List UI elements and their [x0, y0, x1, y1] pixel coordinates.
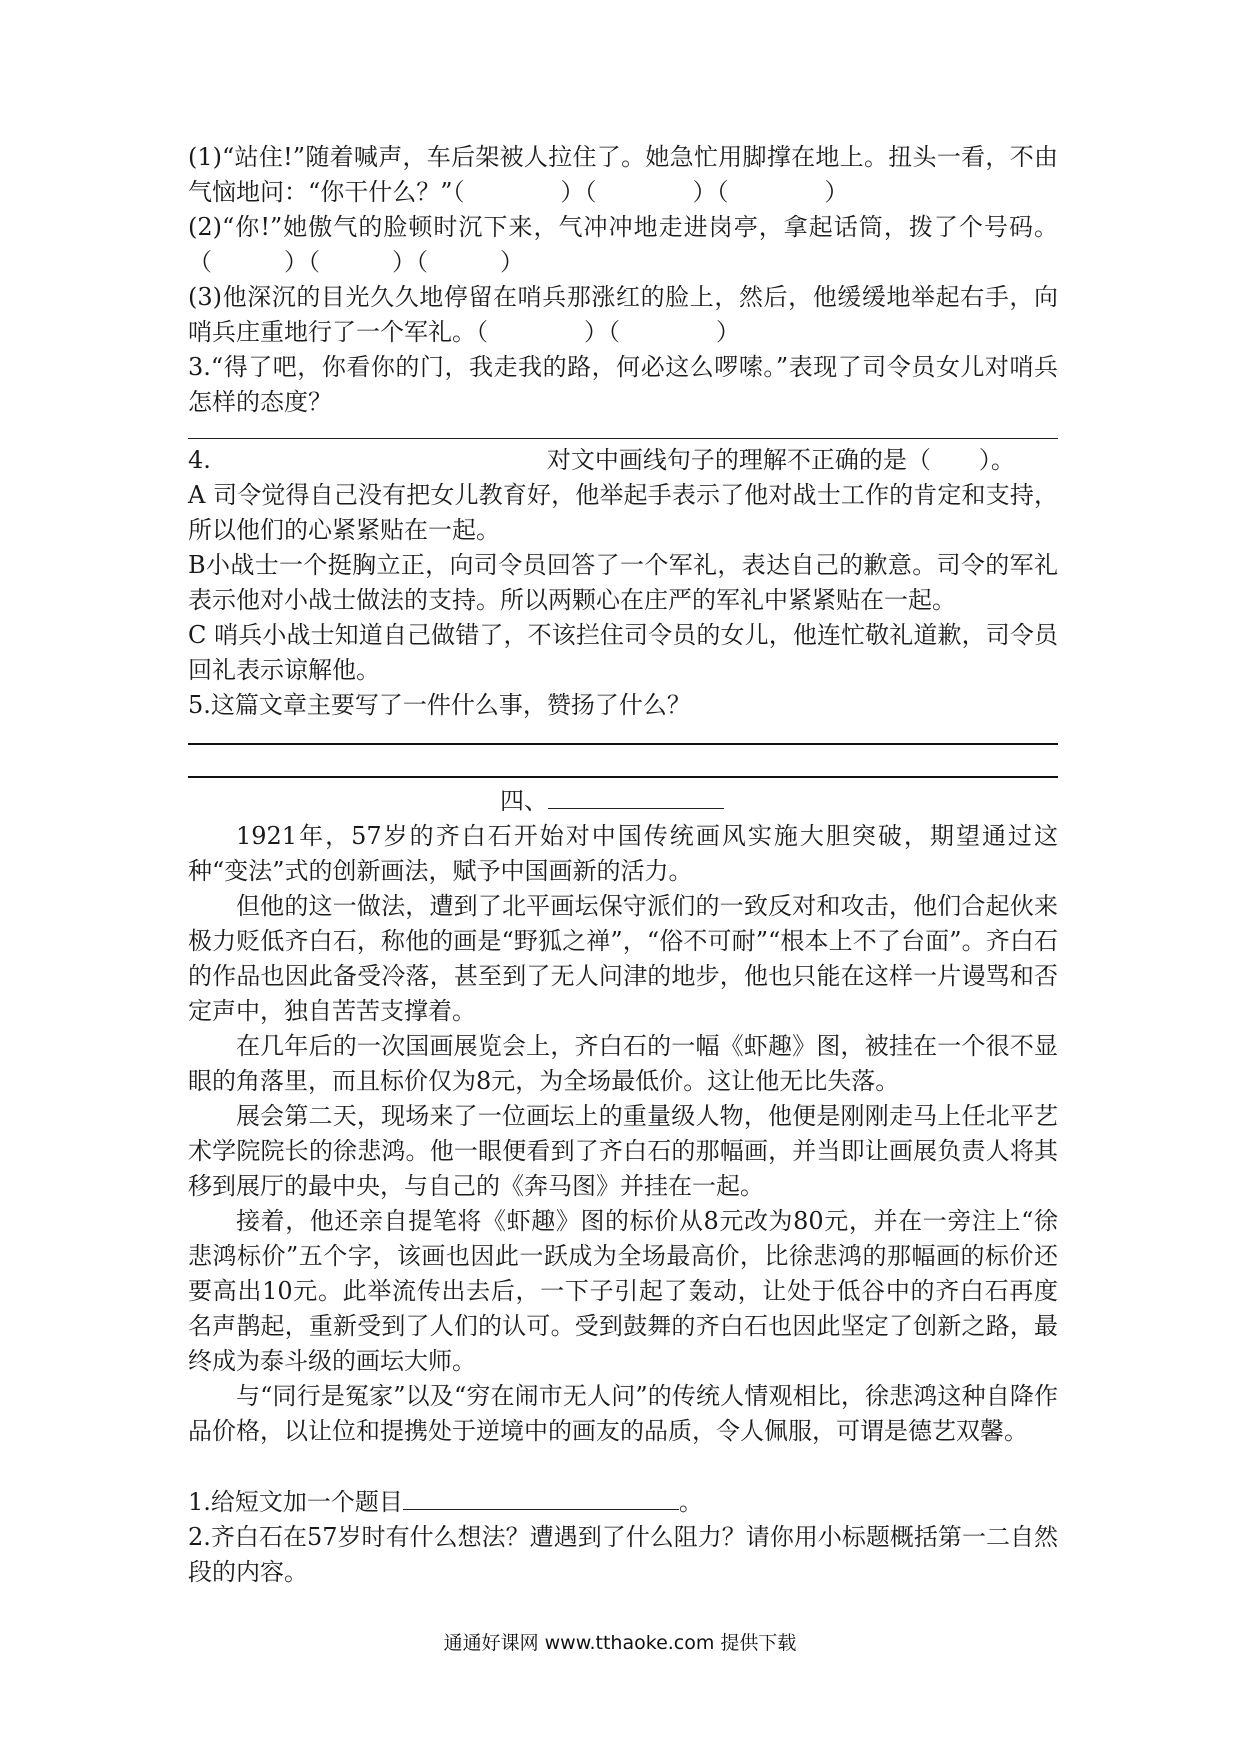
footer: 通通好课网 www.tthaoke.com 提供下载 — [443, 1632, 797, 1654]
section-number: 四、 — [500, 787, 548, 815]
section-heading — [188, 784, 1058, 819]
question-1-end: 。 — [678, 1488, 703, 1516]
option-b: B小战士一个挺胸立正，向司令员回答了一个军礼，表达自己的歉意。司令的军礼表示他对小战士做法的支持。所以两颗心在庄严的军礼中紧紧贴在一起。 — [188, 551, 1058, 614]
question-4: 4. 对文中画线句子的理解不正确的是（ ）。 — [188, 446, 1015, 474]
question-3: 3.“得了吧，你看你的门，我走我的路，何必这么啰嗦。”表现了司令员女儿对哨兵怎样的态度？ — [188, 353, 1058, 416]
option-c: C 哨兵小战士知道自己做错了，不该拦住司令员的女儿，他连忙敬礼道歉，司令员回礼表示谅解他。 — [188, 621, 1058, 684]
title-answer-blank — [403, 1487, 679, 1510]
section4-question-1 — [188, 1485, 1058, 1520]
q-item-1: (1)“站住!”随着喊声，车后架被人拉住了。她急忙用脚撑在地上。扭头一看，不由气恼地问：“你干什么？”（ ）（ ）（ ） — [188, 143, 1058, 206]
paragraph-1: 1921年，57岁的齐白石开始对中国传统画风实施大胆突破，期望通过这种“变法”式的创新画法，赋予中国画新的活力。 — [188, 822, 1058, 885]
q-item-3: (3)他深沉的目光久久地停留在哨兵那涨红的脸上，然后，他缓缓地举起右手，向哨兵庄重地行了一个军礼。（ ）（ ） — [188, 283, 1058, 346]
paragraph-3: 在几年后的一次国画展览会上，齐白石的一幅《虾趣》图，被挂在一个很不显眼的角落里，而且标价仅为8元，为全场最低价。这让他无比失落。 — [188, 1032, 1058, 1095]
question-1-text: 1.给短文加一个题目 — [188, 1488, 403, 1516]
q-item-2: (2)“你!”她傲气的脸顿时沉下来，气冲冲地走进岗亭，拿起话筒，拨了个号码。（ ）（ ）（ ） — [188, 213, 1058, 276]
paragraph-5: 接着，他还亲自提笔将《虾趣》图的标价从8元改为80元，并在一旁注上“徐悲鸿标价”五个字，该画也因此一跃成为全场最高价，比徐悲鸿的那幅画的标价还要高出10元。此举流传出去后，一下子引起了轰动，让处于低谷中的齐白石再度名声鹊起，重新受到了人们的认可。受到鼓舞的齐白石也因此坚定了创新之路，最终成为泰斗级的画坛大师。 — [188, 1207, 1058, 1375]
question-5: 5.这篇文章主要写了一件什么事，赞扬了什么？ — [188, 691, 691, 719]
paragraph-6: 与“同行是冤家”以及“穷在闹市无人问”的传统人情观相比，徐悲鸿这种自降作品价格，以让位和提携处于逆境中的画友的品质，令人佩服，可谓是德艺双馨。 — [188, 1382, 1058, 1445]
option-a: A 司令觉得自己没有把女儿教育好，他举起手表示了他对战士工作的肯定和支持，所以他们的心紧紧贴在一起。 — [188, 481, 1058, 544]
paragraph-4: 展会第二天，现场来了一位画坛上的重量级人物，他便是刚刚走马上任北平艺术学院院长的徐悲鸿。他一眼便看到了齐白石的那幅画，并当即让画展负责人将其移到展厅的最中央，与自己的《奔马图》并挂在一起。 — [188, 1102, 1058, 1200]
document-page — [188, 140, 1058, 1590]
paragraph-2: 但他的这一做法，遭到了北平画坛保守派们的一致反对和攻击，他们合起伙来极力贬低齐白石，称他的画是“野狐之禅”，“俗不可耐”“根本上不了台面”。齐白石的作品也因此备受冷落，甚至到了无人问津的地步，他也只能在这样一片谩骂和否定声中，独自苦苦支撑着。 — [188, 892, 1058, 1025]
answer-line — [188, 776, 1058, 778]
title-blank — [548, 786, 724, 809]
section4-question-2: 2.齐白石在57岁时有什么想法？遭遇到了什么阻力？请你用小标题概括第一二自然段的内容。 — [188, 1523, 1058, 1586]
